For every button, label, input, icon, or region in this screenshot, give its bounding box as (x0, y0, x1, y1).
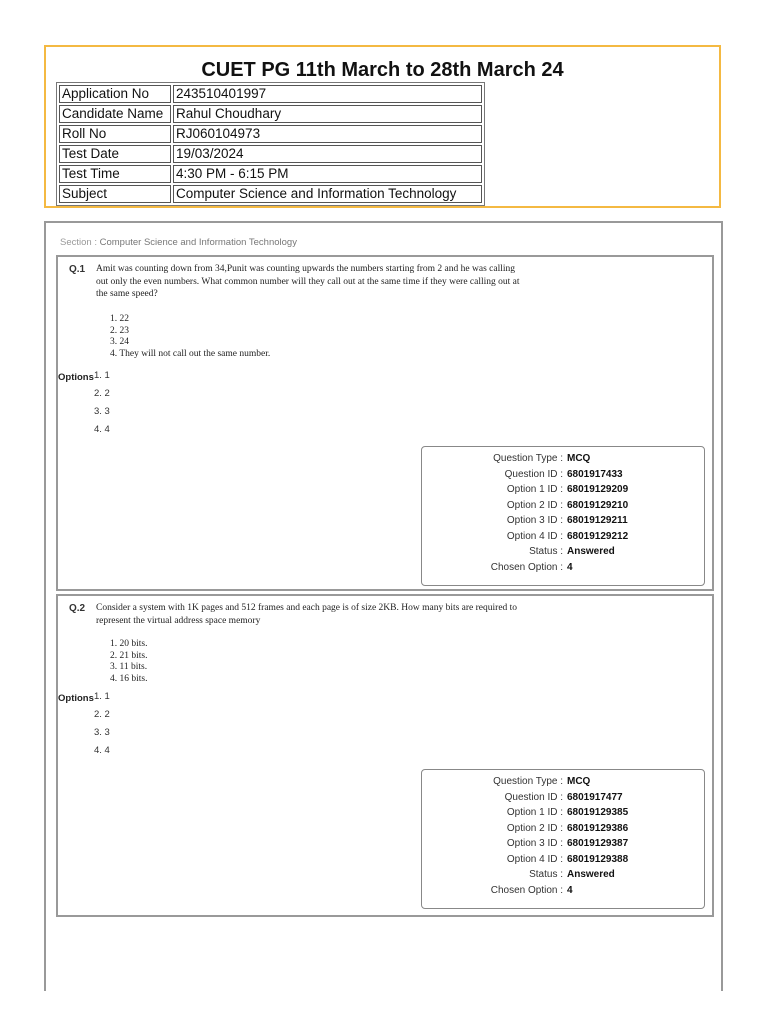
question-id-row (422, 469, 704, 485)
status-value: Answered (567, 869, 615, 880)
chosen-option-label: Chosen Option : (490, 884, 563, 896)
question-card (56, 594, 714, 917)
option4-id-row (422, 531, 704, 547)
option3-id-label: Option 3 ID : (506, 515, 563, 526)
answer-choices (110, 314, 270, 360)
status-row (422, 869, 704, 885)
option2-id-row (422, 500, 704, 516)
subject-label: Subject (59, 185, 171, 203)
question-details-box (421, 769, 705, 909)
table-row (59, 105, 482, 123)
option1-id-row (422, 484, 704, 500)
list-item: 2. 2 (94, 388, 110, 399)
table-row (59, 125, 482, 143)
list-item: 4. They will not call out the same number. (110, 348, 271, 359)
question-id-row (422, 792, 704, 808)
option3-id-row (422, 515, 704, 531)
table-row (59, 85, 482, 103)
list-item: 4. 4 (94, 424, 110, 435)
option2-id-label: Option 2 ID : (506, 822, 563, 834)
option4-id-row (422, 854, 704, 870)
chosen-option-value: 4 (567, 884, 573, 896)
chosen-option-label: Chosen Option : (490, 561, 563, 573)
question-id-value: 6801917477 (567, 791, 623, 803)
question-id-value: 6801917433 (567, 468, 623, 480)
option3-id-value: 68019129387 (567, 838, 629, 849)
list-item: 1. 1 (94, 691, 110, 702)
option-list (94, 367, 110, 439)
list-item: 4. 16 bits. (110, 673, 148, 684)
options-label: Options (58, 693, 94, 704)
table-row (59, 185, 482, 203)
section-name: Computer Science and Information Technology (99, 237, 297, 248)
candidate-info-table (56, 82, 485, 206)
list-item: 2. 23 (110, 325, 129, 336)
test-time-value: 4:30 PM - 6:15 PM (173, 165, 482, 183)
option1-id-value: 68019129209 (567, 484, 629, 495)
option-list (94, 688, 110, 760)
option1-id-value: 68019129385 (567, 807, 629, 818)
answer-choices (110, 639, 147, 685)
question-type-label: Question Type : (493, 776, 563, 787)
option3-id-value: 68019129211 (567, 515, 628, 526)
list-item: 1. 1 (94, 370, 110, 381)
candidate-name-value: Rahul Choudhary (173, 105, 482, 123)
question-card (56, 255, 714, 591)
application-no-value: 243510401997 (173, 85, 482, 103)
test-time-label: Test Time (59, 165, 171, 183)
list-item: 3. 3 (94, 727, 110, 738)
option2-id-value: 68019129386 (567, 822, 629, 834)
list-item: 1. 22 (110, 314, 129, 324)
question-id-label: Question ID : (504, 468, 563, 480)
list-item: 2. 21 bits. (110, 650, 148, 661)
test-date-value: 19/03/2024 (173, 145, 482, 163)
status-label: Status : (529, 869, 563, 880)
section-panel (44, 221, 723, 991)
chosen-option-value: 4 (567, 561, 573, 573)
list-item: 3. 24 (110, 337, 129, 347)
chosen-option-row (422, 562, 704, 578)
option2-id-value: 68019129210 (567, 499, 629, 511)
list-item: 4. 4 (94, 745, 110, 756)
question-text: Consider a system with 1K pages and 512 frames and each page is of size 2KB. How many bits are required to represent the virtual address space memory (96, 603, 518, 626)
option4-id-label: Option 4 ID : (506, 853, 563, 865)
question-type-row (422, 453, 704, 469)
list-item: 2. 2 (94, 709, 110, 720)
option4-id-value: 68019129388 (567, 853, 629, 865)
candidate-name-label: Candidate Name (59, 105, 171, 123)
option1-id-label: Option 1 ID : (506, 484, 563, 495)
question-details-box (421, 446, 705, 586)
candidate-header (44, 45, 721, 208)
section-prefix: Section : (60, 237, 100, 248)
option4-id-value: 68019129212 (567, 530, 629, 542)
table-row (59, 145, 482, 163)
option3-id-row (422, 838, 704, 854)
status-value: Answered (567, 546, 615, 557)
question-type-value: MCQ (567, 776, 591, 787)
page-title: CUET PG 11th March to 28th March 24 (201, 59, 564, 81)
roll-no-value: RJ060104973 (173, 125, 482, 143)
option3-id-label: Option 3 ID : (506, 838, 563, 849)
option2-id-row (422, 823, 704, 839)
question-type-row (422, 776, 704, 792)
question-type-value: MCQ (567, 453, 591, 464)
list-item: 3. 3 (94, 406, 110, 417)
question-text: Amit was counting down from 34,Punit was counting upwards the numbers starting from 2 and he was calling out only the even numbers. What common number will they call out at the same time if they were calling out at the same speed? (96, 264, 520, 299)
table-row (59, 165, 482, 183)
question-number: Q.1 (69, 264, 86, 275)
question-number: Q.2 (69, 603, 86, 614)
status-row (422, 546, 704, 562)
section-label (60, 237, 297, 248)
test-date-label: Test Date (59, 145, 171, 163)
option4-id-label: Option 4 ID : (506, 530, 563, 542)
application-no-label: Application No (59, 85, 171, 103)
subject-value: Computer Science and Information Technology (173, 185, 482, 203)
question-id-label: Question ID : (504, 791, 563, 803)
option1-id-row (422, 807, 704, 823)
question-type-label: Question Type : (493, 453, 563, 464)
list-item: 1. 20 bits. (110, 639, 148, 649)
roll-no-label: Roll No (59, 125, 171, 143)
chosen-option-row (422, 885, 704, 901)
option1-id-label: Option 1 ID : (506, 807, 563, 818)
list-item: 3. 11 bits. (110, 662, 148, 672)
options-label: Options (58, 372, 94, 383)
option2-id-label: Option 2 ID : (506, 499, 563, 511)
status-label: Status : (529, 546, 563, 557)
